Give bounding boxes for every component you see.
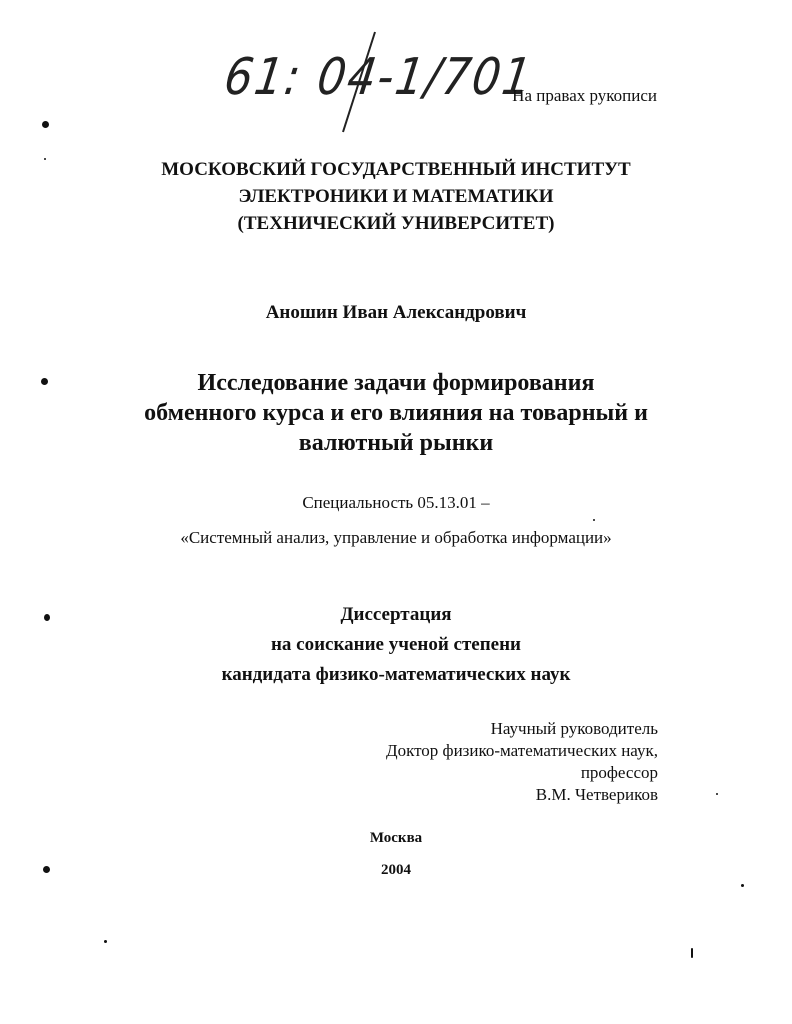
advisor-rank: профессор <box>580 763 658 782</box>
scan-speck <box>716 793 718 795</box>
city: Москва <box>369 830 423 846</box>
scan-speck <box>104 940 107 943</box>
advisor-block <box>330 718 658 806</box>
handwritten-code-text: 61: 04-1/701 <box>220 48 537 107</box>
advisor-role: Научный руководитель <box>490 719 658 738</box>
year: 2004 <box>381 862 411 878</box>
rights-note: На правах рукописи <box>512 86 657 105</box>
scan-dot <box>44 614 50 621</box>
institution-line-2: ЭЛЕКТРОНИКИ И МАТЕМАТИКИ <box>238 186 554 207</box>
institution-name <box>0 156 792 237</box>
advisor-degree: Доктор физико-математических наук, <box>385 741 658 760</box>
scan-dot <box>43 866 50 873</box>
handwritten-catalog-number <box>220 22 537 142</box>
specialty-code: Специальность 05.13.01 – <box>302 493 490 512</box>
dissertation-degree-line: на соискание ученой степени <box>270 634 521 655</box>
thesis-title-line-1: Исследование задачи формирования <box>197 370 595 396</box>
institution-line-3: (ТЕХНИЧЕСКИЙ УНИВЕРСИТЕТ) <box>237 213 555 234</box>
scan-speck <box>593 519 595 521</box>
scan-speck <box>741 884 744 887</box>
scan-speck <box>44 158 46 160</box>
advisor-name: В.М. Четвериков <box>535 785 658 804</box>
scan-dot <box>42 121 49 128</box>
dissertation-block <box>0 600 792 690</box>
institution-line-1: МОСКОВСКИЙ ГОСУДАРСТВЕННЫЙ ИНСТИТУТ <box>161 159 631 180</box>
specialty-name: «Системный анализ, управление и обработка информации» <box>180 528 612 547</box>
dissertation-field-line: кандидата физико-математических наук <box>221 664 571 685</box>
scan-speck <box>691 948 693 958</box>
scan-dot <box>41 378 48 385</box>
author-name: Аношин Иван Александрович <box>265 302 527 323</box>
dissertation-heading: Диссертация <box>340 604 452 625</box>
thesis-title <box>0 368 792 458</box>
thesis-title-line-2: обменного курса и его влияния на товарный и <box>144 400 648 426</box>
thesis-title-line-3: валютный рынки <box>298 430 494 456</box>
